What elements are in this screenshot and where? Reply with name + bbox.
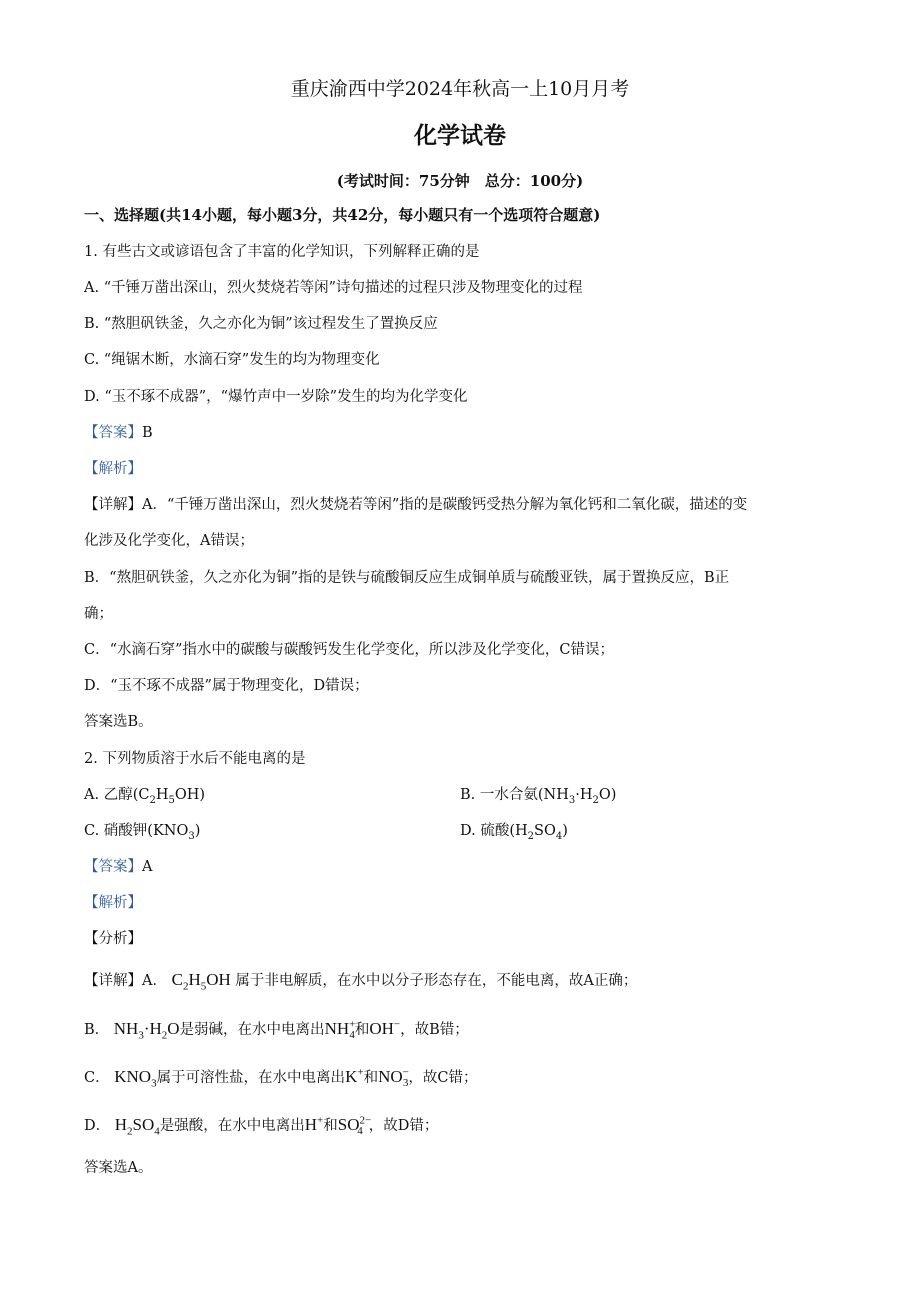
q2-option-a: A. 乙醇$(C_2H_5OH)$ bbox=[84, 787, 206, 806]
school-title: 重庆渝西中学2024年秋高一上10月月考 bbox=[290, 78, 630, 100]
answer-value: A bbox=[142, 859, 153, 875]
q1-analysis-tag: 【解析】 bbox=[84, 461, 142, 477]
q1-option-b: B. “熬胆矾铁釜，久之亦化为铜”该过程发生了置换反应 bbox=[84, 316, 438, 332]
q1-detail-a-line1: 【详解】A．“千锤万凿出深山，烈火焚烧若等闲”指的是碳酸钙受热分解为氧化钙和二氧化碳，描述的变 bbox=[84, 497, 748, 513]
answer-value: B bbox=[142, 425, 153, 441]
q2-option-b: B. 一水合氨$(NH_3\cdot H_2O)$ bbox=[460, 787, 617, 806]
q2-conclusion: 答案选A。 bbox=[84, 1160, 153, 1176]
q2-option-d: D. 硫酸$(H_2SO_4)$ bbox=[460, 823, 568, 842]
q1-detail-c: C．“水滴石穿”指水中的碳酸与碳酸钙发生化学变化，所以涉及化学变化，C错误； bbox=[84, 642, 615, 658]
q2-detail-c: C． $KNO_3$属于可溶性盐，在水中电离出K+和$NO^-_3$，故C错； bbox=[84, 1066, 478, 1090]
q2-detail-a: 【详解】A． $C_2H_5OH$ 属于非电解质，在水中以分子形态存在，不能电离，故A正确； bbox=[84, 970, 638, 993]
q1-answer bbox=[84, 423, 153, 443]
answer-tag: 【答案】 bbox=[84, 859, 142, 875]
exam-info: (考试时间：75分钟 总分：100分) bbox=[336, 172, 584, 190]
q1-option-a: A. “千锤万凿出深山，烈火焚烧若等闲”诗句描述的过程只涉及物理变化的过程 bbox=[84, 280, 583, 296]
q2-option-c: C. 硝酸钾$(KNO_3)$ bbox=[84, 823, 201, 842]
q1-stem: 1. 有些古文或谚语包含了丰富的化学知识，下列解释正确的是 bbox=[84, 244, 480, 260]
q2-fenxi-tag: 【分析】 bbox=[84, 931, 142, 947]
section-heading: 一、选择题(共14小题，每小题3分，共42分，每小题只有一个选项符合题意) bbox=[84, 206, 601, 224]
q2-detail-d: D． $H_2SO_4$是强酸，在水中电离出H+和$SO^{2-}_4$ ，故D错； bbox=[84, 1114, 439, 1138]
q2-analysis-tag: 【解析】 bbox=[84, 895, 142, 911]
q1-detail-d: D．“玉不琢不成器”属于物理变化，D错误； bbox=[84, 678, 369, 694]
q1-detail-b-line2: 确； bbox=[84, 606, 113, 622]
q1-detail-a-line2: 化涉及化学变化，A错误； bbox=[84, 533, 254, 549]
q1-option-d: D. “玉不琢不成器”，“爆竹声中一岁除”发生的均为化学变化 bbox=[84, 389, 468, 405]
q2-stem: 2. 下列物质溶于水后不能电离的是 bbox=[84, 751, 306, 767]
q2-answer bbox=[84, 857, 152, 877]
q2-detail-b: B． $NH_3\cdot H_2O$是弱碱，在水中电离出$NH^+_4$和OH−，故B错； bbox=[84, 1018, 469, 1042]
q1-conclusion: 答案选B。 bbox=[84, 714, 153, 730]
subject-title: 化学试卷 bbox=[414, 122, 506, 149]
q1-detail-b-line1: B．“熬胆矾铁釜，久之亦化为铜”指的是铁与硫酸铜反应生成铜单质与硫酸亚铁，属于置换反应，B正 bbox=[84, 570, 730, 586]
q1-option-c: C. “绳锯木断，水滴石穿”发生的均为物理变化 bbox=[84, 352, 380, 368]
answer-tag: 【答案】 bbox=[84, 425, 142, 441]
